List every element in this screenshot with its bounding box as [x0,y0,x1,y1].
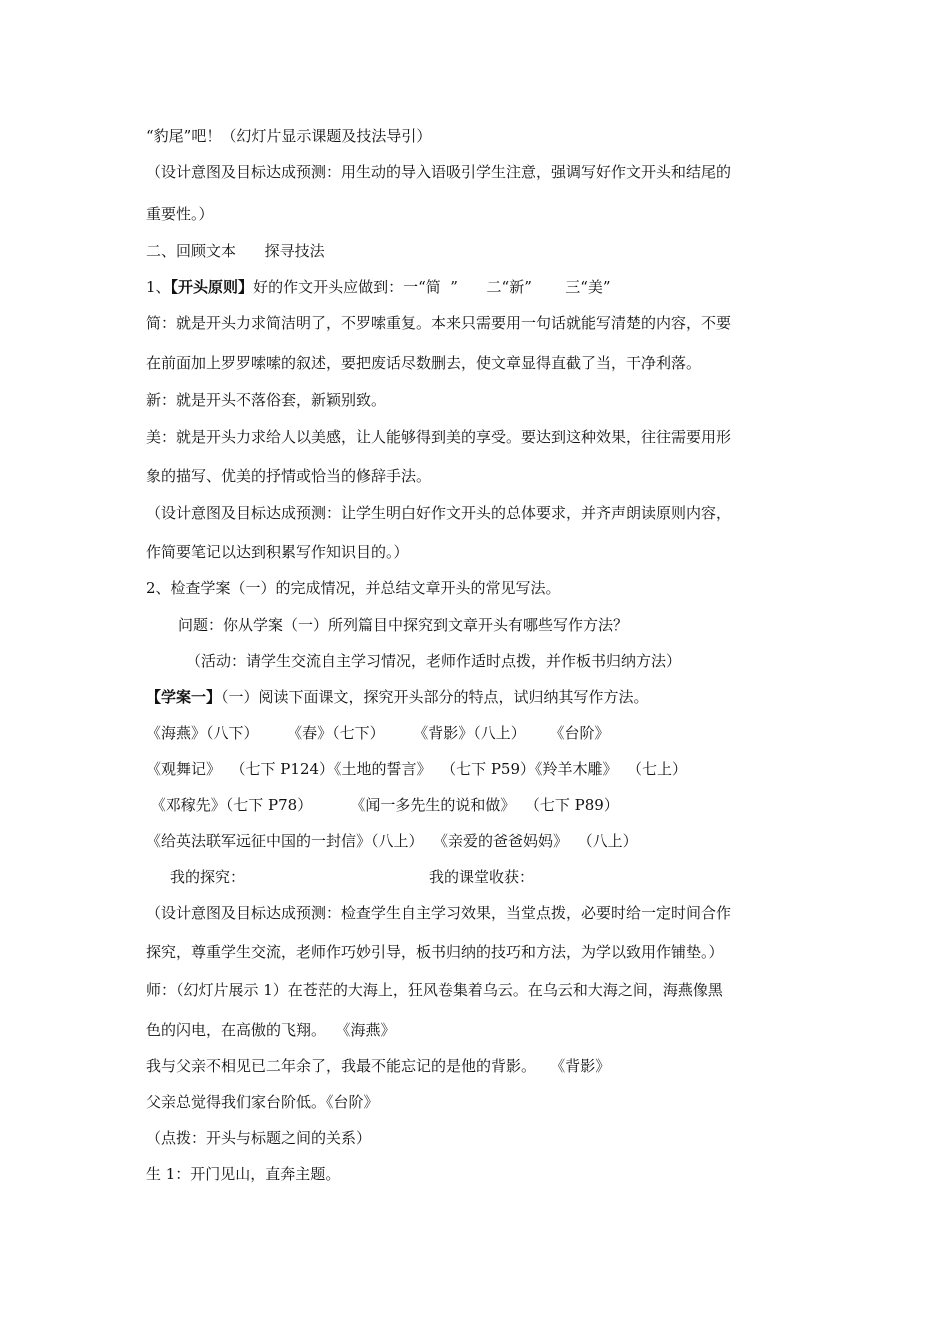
text-span: 好的作文开头应做到：一“简 ” 二“新” 三“美” [253,278,611,296]
text-line: 我的课堂收获： [429,868,535,886]
text-line: 美：就是开头力求给人以美感，让人能够得到美的享受。要达到这种效果，往往需要用形 [146,428,732,446]
text-line: 简：就是开头力求简洁明了，不罗嗦重复。本来只需要用一句话就能写清楚的内容，不要 [146,314,732,332]
text-line: （设计意图及目标达成预测：用生动的导入语吸引学生注意，强调写好作文开头和结尾的 [146,163,732,181]
text-line: 重要性。） [146,205,214,223]
text-line: “豹尾”吧！（幻灯片显示课题及技法导引） [146,127,432,145]
text-line: （活动：请学生交流自主学习情况，老师作适时点拨，并作板书归纳方法） [186,652,682,670]
text-line: 生 1：开门见山，直奔主题。 [146,1165,341,1183]
text-line: 《海燕》（八下） 《春》（七下） 《背影》（八上） 《台阶》 [146,724,610,742]
text-line: 父亲总觉得我们家台阶低。《台阶》 [146,1093,379,1111]
text-line: 色的闪电，在高傲的飞翔。 《海燕》 [146,1021,396,1039]
text-line: （设计意图及目标达成预测：检查学生自主学习效果，当堂点拨，必要时给一定时间合作 [146,904,732,922]
text-line: 探究，尊重学生交流，老师作巧妙引导，板书归纳的技巧和方法，为学以致用作铺垫。） [146,943,724,961]
text-line: （点拨：开头与标题之间的关系） [146,1129,372,1147]
item-number: 1、 [146,278,171,296]
text-line: 2、检查学案（一）的完成情况，并总结文章开头的常见写法。 [146,579,561,597]
text-line: 《观舞记》 （七下 P124）《土地的誓言》 （七下 P59）《羚羊木雕》 （七上） [146,760,688,778]
text-line: 师：（幻灯片展示 1）在苍茫的大海上，狂风卷集着乌云。在乌云和大海之间，海燕像黑 [146,981,723,999]
text-line: 《给英法联军远征中国的一封信》（八上） 《亲爱的爸爸妈妈》 （八上） [146,832,638,850]
text-span: （一）阅读下面课文，探究开头部分的特点，试归纳其写作方法。 [221,688,649,706]
text-line: 问题：你从学案（一）所列篇目中探究到文章开头有哪些写作方法？ [178,616,629,634]
text-line: 我的探究： [170,868,246,886]
text-line: 我与父亲不相见已二年余了，我最不能忘记的是他的背影。 《背影》 [146,1057,611,1075]
bold-label: 【学案一】 [146,688,222,706]
section-heading: 二、回顾文本 探寻技法 [146,242,325,260]
text-line: 作简要笔记以达到积累写作知识目的。） [146,543,409,561]
bold-label: 【开头原则】 [170,278,254,296]
text-line: 象的描写、优美的抒情或恰当的修辞手法。 [146,467,432,485]
text-line: （设计意图及目标达成预测：让学生明白好作文开头的总体要求，并齐声朗读原则内容， [146,504,732,522]
text-line [146,277,611,297]
text-line: 在前面加上罗罗嗦嗦的叙述，要把废话尽数删去，使文章显得直截了当，干净利落。 [146,354,702,372]
text-line: 新：就是开头不落俗套，新颖别致。 [146,391,387,409]
text-line: 《邓稼先》（七下 P78） 《闻一多先生的说和做》 （七下 P89） [146,796,619,814]
text-line [146,687,649,707]
